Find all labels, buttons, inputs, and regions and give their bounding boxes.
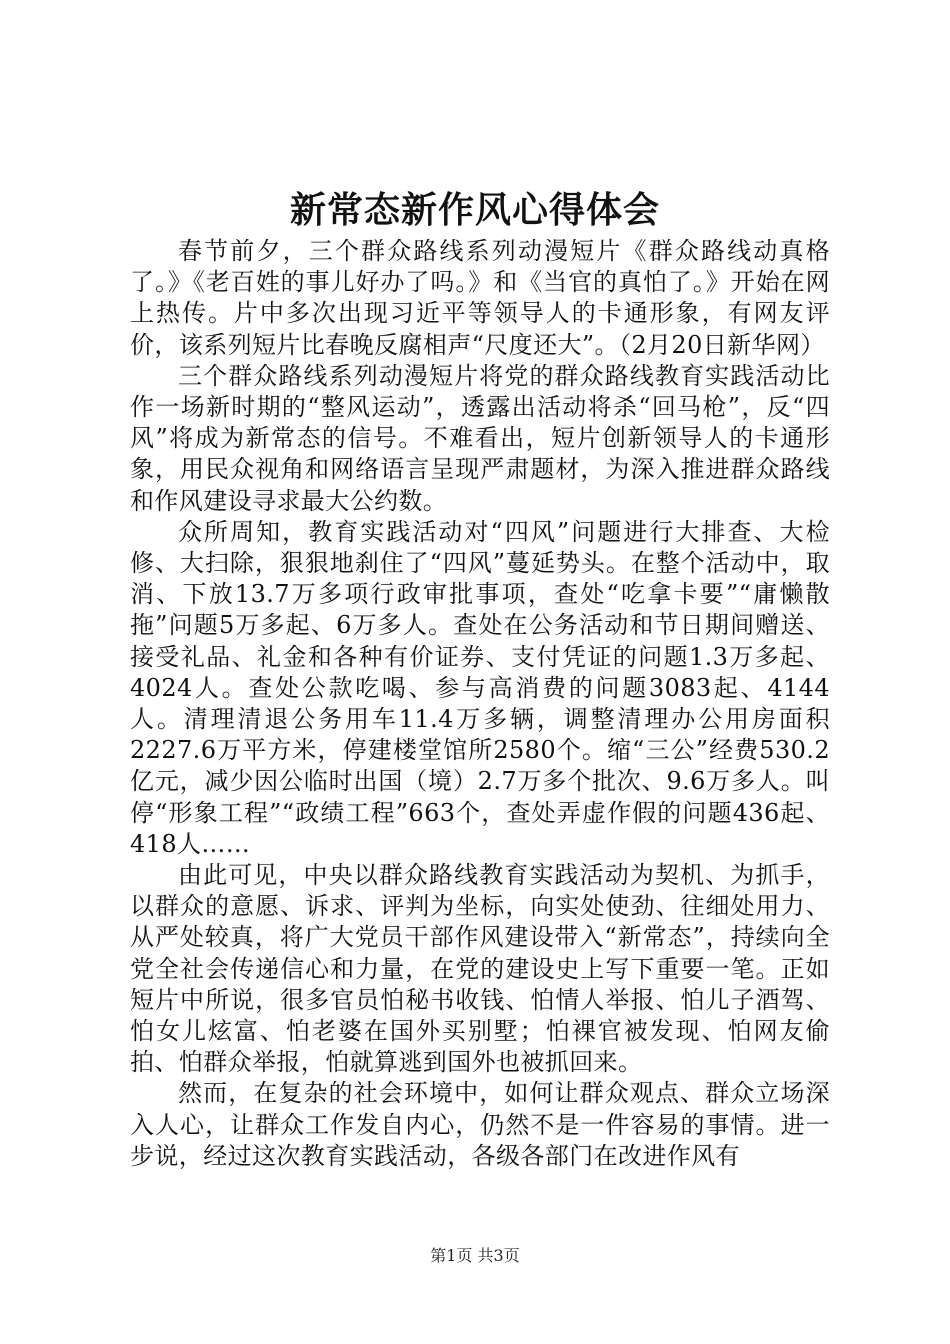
paragraph-1: 春节前夕，三个群众路线系列动漫短片《群众路线动真格了。》《老百姓的事儿好办了吗。》和《当官的真怕了。》开始在网上热传。片中多次出现习近平等领导人的卡通形象，有网友评价，该系列短片比春晚反腐相声“尺度还大”。（2月20日新华网）: [130, 237, 830, 359]
paragraph-5: 然而，在复杂的社会环境中，如何让群众观点、群众立场深入人心，让群众工作发自内心，仍然不是一件容易的事情。进一步说，经过这次教育实践活动，各级各部门在改进作风有: [130, 1079, 830, 1170]
paragraph-3: 众所周知，教育实践活动对“四风”问题进行大排查、大检修、大扫除，狠狠地刹住了“四风”蔓延势头。在整个活动中，取消、下放13.7万多项行政审批事项，查处“吃拿卡要”“庸懒散拖”问题5万多起、6万多人。查处在公务活动和节日期间赠送、接受礼品、礼金和各种有价证券、支付凭证的问题1.3万多起、4024人。查处公款吃喝、参与高消费的问题3083起、4144人。清理清退公务用车11.4万多辆，调整清理办公用房面积2227.6万平方米，停建楼堂馆所2580个。缩“三公”经费530.2亿元，减少因公临时出国（境）2.7万多个批次、9.6万多人。叫停“形象工程”“政绩工程”663个，查处弄虚作假的问题436起、418人……: [130, 517, 830, 858]
document-body: [130, 236, 830, 1172]
page-number-footer: 第1页 共3页: [430, 1246, 520, 1265]
document-title: 新常态新作风心得体会: [289, 189, 660, 231]
paragraph-4: 由此可见，中央以群众路线教育实践活动为契机、为抓手，以群众的意愿、诉求、评判为坐标，向实处使劲、往细处用力、从严处较真，将广大党员干部作风建设带入“新常态”，持续向全党全社会传递信心和力量，在党的建设史上写下重要一笔。正如短片中所说，很多官员怕秘书收钱、怕情人举报、怕儿子酒驾、怕女儿炫富、怕老婆在国外买别墅；怕裸官被发现、怕网友偷拍、怕群众举报，怕就算逃到国外也被抓回来。: [130, 861, 830, 1077]
paragraph-2: 三个群众路线系列动漫短片将党的群众路线教育实践活动比作一场新时期的“整风运动”，透露出活动将杀“回马枪”，反“四风”将成为新常态的信号。不难看出，短片创新领导人的卡通形象，用民众视角和网络语言呈现严肃题材，为深入推进群众路线和作风建设寻求最大公约数。: [130, 361, 830, 515]
